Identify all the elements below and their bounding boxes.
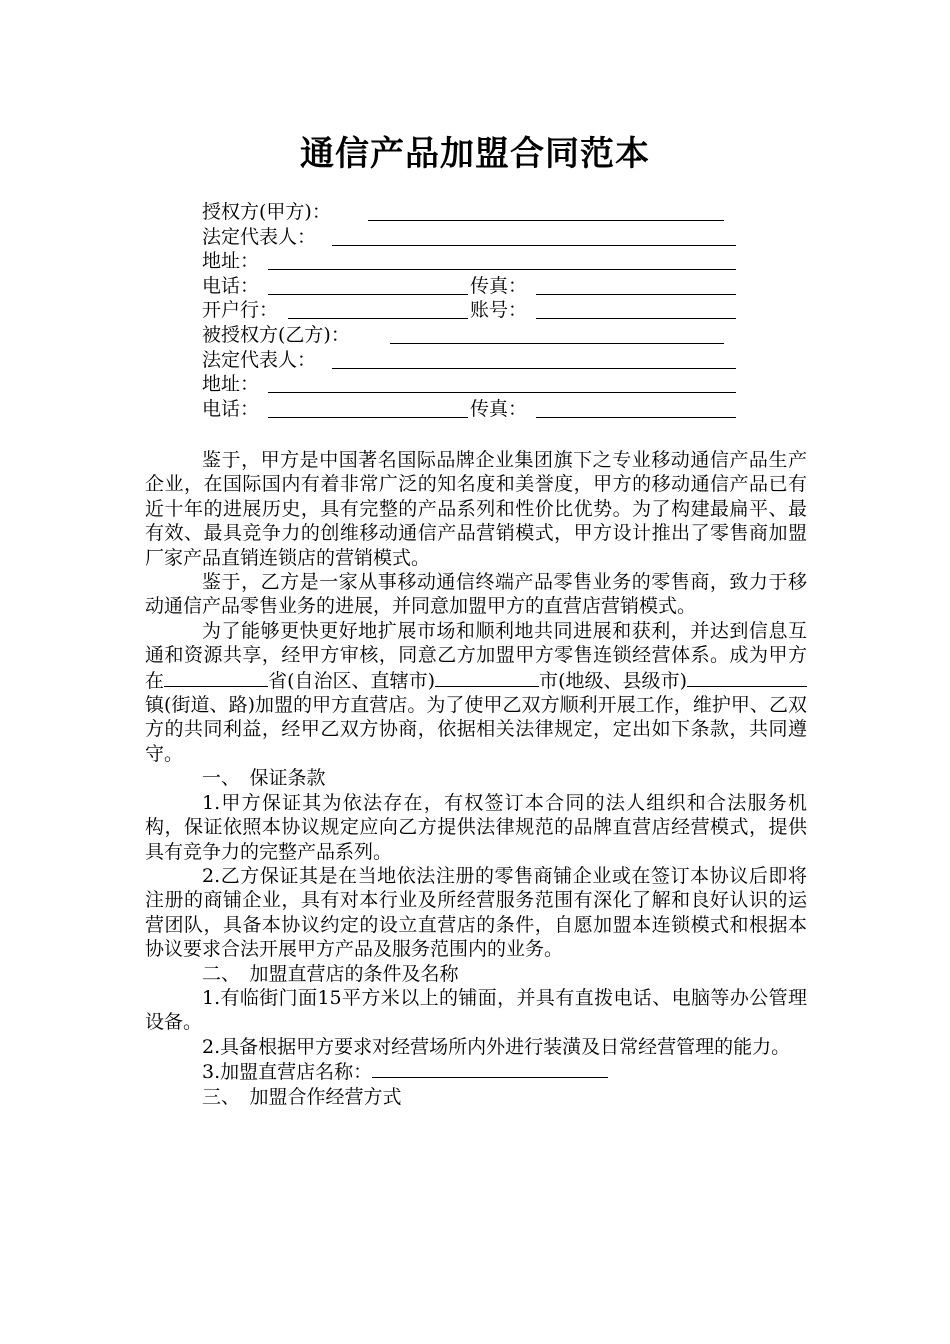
section-1-item-1: 1.甲方保证其为依法存在，有权签订本合同的法人组织和合法服务机构，保证依照本协议规定应向乙方提供法律规范的品牌直营店经营模式，提供具有竞争力的完整产品系列。 [145, 791, 807, 863]
store-name-blank[interactable] [372, 1059, 608, 1078]
agreement-text-3: 市(地级、县级市) [539, 669, 688, 692]
party-a-phone-row [202, 274, 742, 299]
party-b-address-label: 地址： [202, 373, 260, 396]
town-blank[interactable] [687, 668, 807, 687]
store-name-label: 3.加盟直营店名称： [202, 1061, 373, 1084]
section-2-item-1: 1.有临街门面15平方米以上的铺面，并具有直拨电话、电脑等办公管理设备。 [145, 986, 807, 1034]
section-1-heading: 一、 保证条款 [202, 767, 326, 790]
party-b-row [202, 323, 742, 348]
party-a-phone-blank[interactable] [268, 294, 468, 295]
paragraph-agreement [145, 619, 807, 766]
party-a-rep-blank[interactable] [332, 245, 736, 246]
paragraph-whereas-party-a: 鉴于，甲方是中国著名国际品牌企业集团旗下之专业移动通信产品生产企业，在国际国内有着非常广泛的知名度和美誉度，甲方的移动通信产品已有近十年的进展历史，具有完整的产品系列和性价比优势。为了构建最扁平、最有效、最具竞争力的创维移动通信产品营销模式，甲方设计推出了零售商加盟厂家产品直销连锁店的营销模式。 [145, 449, 807, 569]
agreement-text-1: 为了能够更快更好地扩展市场和顺利地共同进展和获利，并达到信息互通和资源共享，经甲方审核，同意乙方加盟甲方零售连锁经营体系。成为甲方在 [145, 619, 807, 692]
party-a-row [202, 200, 742, 225]
party-info-block [202, 200, 742, 421]
party-a-fax-label: 传真： [470, 274, 528, 297]
document-title: 通信产品加盟合同范本 [300, 134, 650, 174]
section-3-heading: 三、 加盟合作经营方式 [202, 1085, 402, 1108]
party-b-rep-label: 法定代表人： [202, 348, 317, 371]
party-b-phone-label: 电话： [202, 397, 260, 420]
party-b-address-row [202, 372, 742, 397]
party-a-blank[interactable] [368, 220, 724, 221]
party-a-bank-blank[interactable] [288, 318, 468, 319]
province-blank[interactable] [164, 668, 268, 687]
section-1-item-2: 2.乙方保证其是在当地依法注册的零售商铺企业或在签订本协议后即将注册的商铺企业，具有对本行业及所经营服务范围有深化了解和良好认识的运营团队，具备本协议约定的设立直营店的条件，自愿加盟本连锁模式和根据本协议要求合法开展甲方产品及服务范围内的业务。 [145, 864, 807, 961]
city-blank[interactable] [435, 668, 539, 687]
party-b-label: 被授权方(乙方)： [202, 323, 350, 346]
party-a-rep-label: 法定代表人： [202, 225, 317, 248]
party-a-account-label: 账号： [470, 299, 528, 322]
party-b-phone-blank[interactable] [268, 417, 468, 418]
party-a-account-blank[interactable] [536, 318, 736, 319]
section-2-item-3 [145, 1059, 807, 1084]
party-b-fax-label: 传真： [470, 397, 528, 420]
party-a-label: 授权方(甲方)： [202, 201, 331, 223]
section-2-heading: 二、 加盟直营店的条件及名称 [202, 962, 459, 985]
party-a-fax-blank[interactable] [536, 294, 736, 295]
party-b-blank[interactable] [390, 343, 724, 344]
party-a-address-label: 地址： [202, 250, 260, 273]
party-b-rep-blank[interactable] [332, 368, 736, 369]
contract-body [145, 448, 807, 1109]
party-a-rep-row [202, 225, 742, 250]
paragraph-whereas-party-b: 鉴于，乙方是一家从事移动通信终端产品零售业务的零售商，致力于移动通信产品零售业务的进展，并同意加盟甲方的直营店营销模式。 [145, 571, 807, 618]
party-a-phone-label: 电话： [202, 274, 260, 297]
party-a-bank-label: 开户行： [202, 299, 279, 322]
party-b-fax-blank[interactable] [536, 417, 736, 418]
party-b-phone-row [202, 397, 742, 422]
agreement-text-4: 镇(街道、路)加盟的甲方直营店。为了使甲乙双方顺利开展工作，维护甲、乙双方的共同利益，经甲乙双方协商，依据相关法律规定，定出如下条款，共同遵守。 [145, 694, 807, 765]
party-a-address-blank[interactable] [268, 269, 736, 270]
party-b-rep-row [202, 348, 742, 373]
agreement-text-2: 省(自治区、直辖市) [268, 669, 436, 692]
party-a-bank-row [202, 298, 742, 323]
party-b-address-blank[interactable] [268, 392, 736, 393]
party-a-address-row [202, 249, 742, 274]
section-2-item-2: 2.具备根据甲方要求对经营场所内外进行装潢及日常经营管理的能力。 [202, 1035, 791, 1058]
